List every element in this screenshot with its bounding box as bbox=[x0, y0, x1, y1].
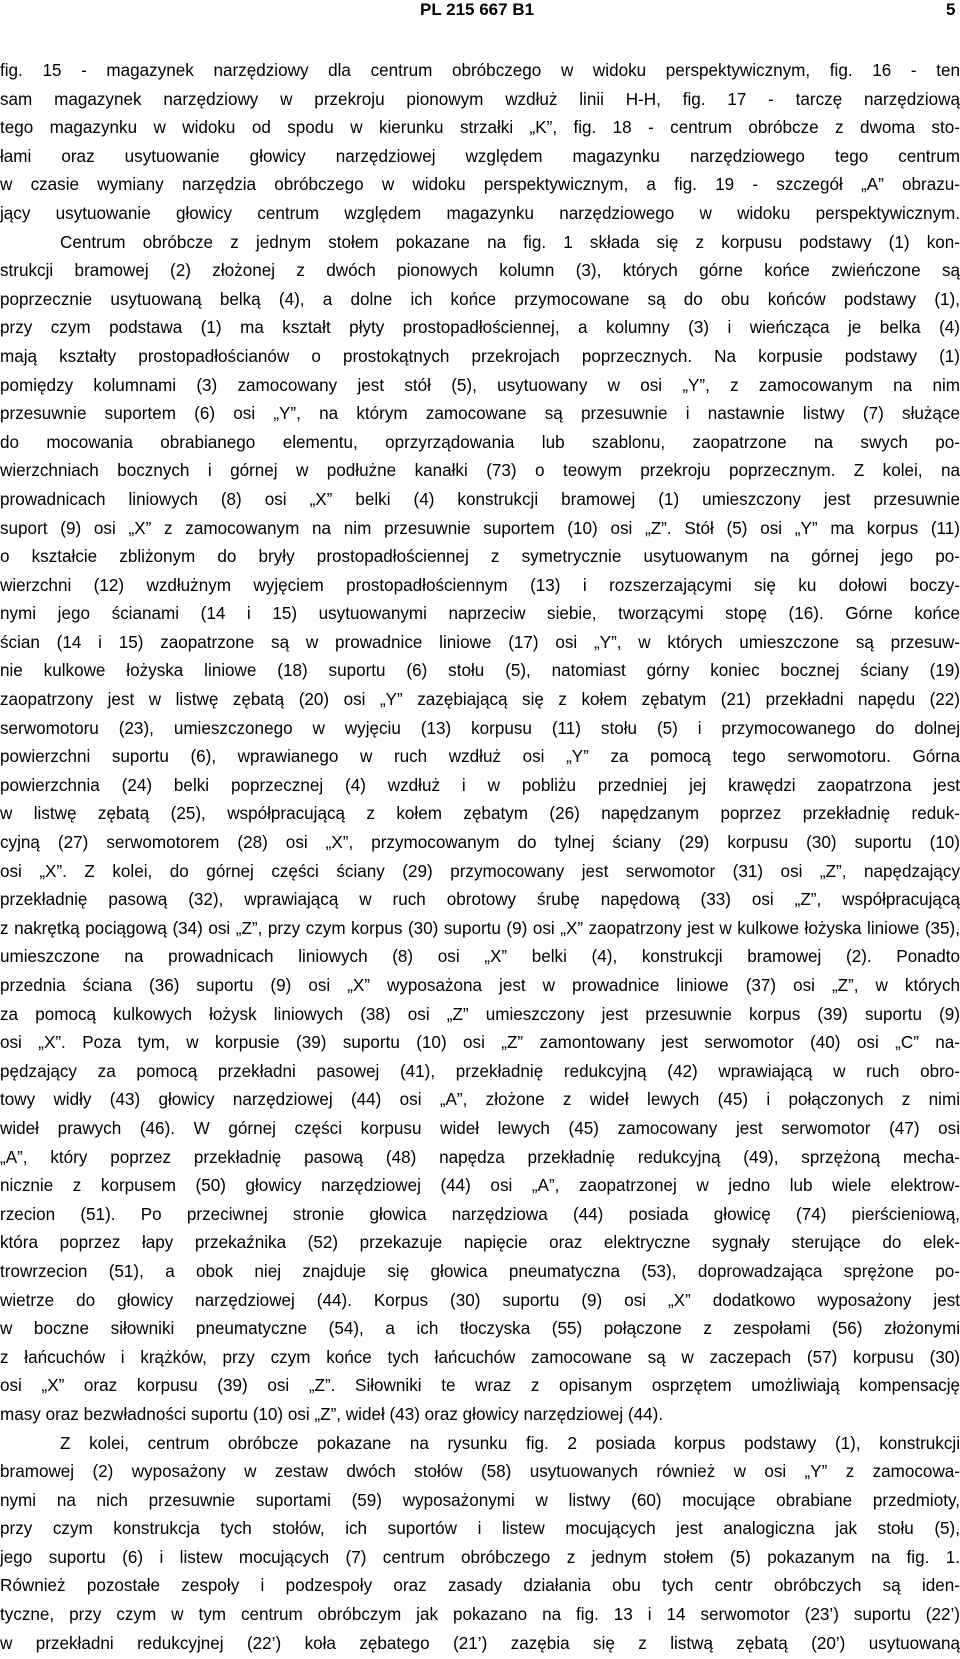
text-line: poprzecznie usytuowaną belką (4), a dolne ich końce przymocowane są do obu końców podstawy (1), bbox=[0, 289, 960, 309]
text-line: z nakrętką pociągową (34) osi „Z”, przy czym korpus (30) suportu (9) osi „X” zaopatrzony jest w kulkowe łożyska liniowe (35), bbox=[0, 918, 960, 938]
text-line: wierzchniach bocznych i górnej w podłużne kanałki (73) o teowym przekroju poprzecznym. Z kolei, na bbox=[0, 461, 960, 481]
text-line: łami oraz usytuowanie głowicy narzędziowej względem magazynku narzędziowego tego centrum bbox=[0, 146, 960, 166]
text-line: jego suportu (6) i listew mocujących (7) centrum obróbczego z jednym stołem (5) pokazanym na fig. 1. bbox=[0, 1547, 960, 1567]
text-line: przy czym podstawa (1) ma kształt płyty prostopadłościennej, a kolumny (3) i wieńcząca je belka (4) bbox=[0, 318, 960, 338]
text-line: do mocowania obrabianego elementu, oprzyrządowania lub szablonu, zaopatrzone na swych po- bbox=[0, 432, 960, 452]
page-number: 5 bbox=[946, 0, 956, 19]
text-line: fig. 15 - magazynek narzędziowy dla centrum obróbczego w widoku perspektywicznym, fig. 16 - ten bbox=[0, 61, 960, 80]
text-line: serwomotoru (23), umieszczonego w wyjęciu (13) korpusu (11) stołu (5) i przymocowanego do dolnej bbox=[0, 718, 960, 738]
text-line: powierzchni suportu (6), wprawianego w ruch wzdłuż osi „Y” za pomocą tego serwomotoru. Górna bbox=[0, 747, 960, 767]
text-line: o kształcie zbliżonym do bryły prostopadłościennej z symetrycznie usytuowanym na górnej jego po- bbox=[0, 547, 960, 567]
text-line: strukcji bramowej (2) złożonej z dwóch pionowych kolumn (3), których górne końce zwieńczone są bbox=[0, 261, 960, 281]
text-line: umieszczone na prowadnicach liniowych (8) osi „X” belki (4), konstrukcji bramowej (2). Ponadto bbox=[0, 947, 960, 967]
text-line: Również pozostałe zespoły i podzespoły oraz zasady działania obu tych centr obróbczych są iden- bbox=[0, 1576, 960, 1596]
body-text bbox=[0, 58, 960, 1659]
text-line: pędzający za pomocą przekładni pasowej (41), przekładnię redukcyjną (42) wprawiającą w ruch obro- bbox=[0, 1061, 960, 1081]
text-line: bramowej (2) wyposażony w zestaw dwóch stołów (58) usytuowanych również w osi „Y” z zamocowa- bbox=[0, 1462, 960, 1482]
text-line: sam magazynek narzędziowy w przekroju pionowym wzdłuż linii H-H, fig. 17 - tarczę narzędziową bbox=[0, 89, 960, 109]
text-line: osi „X”. Poza tym, w korpusie (39) suportu (10) osi „Z” zamontowany jest serwomotor (40) osi „C” na- bbox=[0, 1033, 960, 1053]
text-line: przednia ściana (36) suportu (9) osi „X” wyposażona jest w prowadnice liniowe (37) osi „Z”, w których bbox=[0, 976, 960, 995]
text-line: w listwę zębatą (25), współpracującą z kołem zębatym (26) napędzanym poprzez przekładnię reduk- bbox=[0, 804, 960, 824]
text-line: „A”, który poprzez przekładnię pasową (48) napędza przekładnię redukcyjną (49), sprzężoną mecha- bbox=[0, 1147, 960, 1167]
text-line: w przekładni redukcyjnej (22’) koła zębatego (21’) zazębia się z listwą zębatą (20’) usytuowaną bbox=[0, 1633, 960, 1653]
text-line: osi „X”. Z kolei, do górnej części ściany (29) przymocowany jest serwomotor (31) osi „Z”, napędzający bbox=[0, 861, 960, 881]
text-line: która poprzez łapy przekaźnika (52) przekazuje napięcie oraz elektryczne sygnały sterujące do elek- bbox=[0, 1233, 960, 1253]
text-line: wideł prawych (46). W górnej części korpusu wideł lewych (45) zamocowany jest serwomotor (47) osi bbox=[0, 1118, 960, 1138]
text-line: zaopatrzony jest w listwę zębatą (20) osi „Y” zazębiającą się z kołem zębatym (21) przekładni napędu (22) bbox=[0, 690, 960, 710]
text-line: wierzchni (12) wzdłużnym wyjęciem prostopadłościennym (13) i rozszerzającymi się ku dołowi boczy- bbox=[0, 575, 960, 595]
text-line: towy widły (43) głowicy narzędziowej (44) osi „A”, złożone z wideł lewych (45) i połączonych z nimi bbox=[0, 1090, 960, 1110]
text-line: masy oraz bezwładności suportu (10) osi „Z”, wideł (43) oraz głowicy narzędziowej (44). bbox=[0, 1404, 664, 1424]
text-line: mają kształty prostopadłościanów o prostokątnych przekrojach poprzecznych. Na korpusie podstawy (1) bbox=[0, 346, 960, 366]
text-line: prowadnicach liniowych (8) osi „X” belki (4) konstrukcji bramowej (1) umieszczony jest przesuwnie bbox=[0, 489, 960, 509]
text-line: Z kolei, centrum obróbcze pokazane na rysunku fig. 2 posiada korpus podstawy (1), konstrukcji bbox=[60, 1433, 960, 1453]
text-line: wietrze do głowicy narzędziowej (44). Korpus (30) suportu (9) osi „X” dodatkowo wyposażony jest bbox=[0, 1290, 960, 1310]
text-line: jący usytuowanie głowicy centrum względem magazynku narzędziowego w widoku perspektywicznym. bbox=[0, 203, 960, 223]
text-line: nymi na nich przesuwnie suportami (59) wyposażonymi w listwy (60) mocujące obrabiane przedmioty, bbox=[0, 1490, 960, 1510]
text-line: ścian (14 i 15) zaopatrzone są w prowadnice liniowe (17) osi „Y”, w których umieszczone są przesuw- bbox=[0, 632, 960, 652]
text-line: za pomocą kulkowych łożysk liniowych (38) osi „Z” umieszczony jest przesuwnie korpus (39) suportu (9) bbox=[0, 1004, 960, 1024]
text-line: w boczne siłowniki pneumatyczne (54), a ich tłoczyska (55) połączone z zespołami (56) złożonymi bbox=[0, 1319, 960, 1339]
text-line: w czasie wymiany narzędzia obróbczego w widoku perspektywicznym, a fig. 19 - szczegół „A” obrazu- bbox=[0, 175, 960, 195]
text-line: cyjną (27) serwomotorem (28) osi „X”, przymocowanym do tylnej ściany (29) korpusu (30) suportu (10) bbox=[0, 833, 960, 853]
text-line: suport (9) osi „X” z zamocowanym na nim przesuwnie suportem (10) osi „Z”. Stół (5) osi „Y” ma korpus (11) bbox=[0, 518, 960, 538]
text-line: rzecion (51). Po przeciwnej stronie głowica narzędziowa (44) posiada głowicę (74) pierścieniową, bbox=[0, 1204, 960, 1224]
text-line: osi „X” oraz korpusu (39) osi „Z”. Siłowniki te wraz z opisanym osprzętem umożliwiają kompensację bbox=[0, 1376, 960, 1396]
text-line: tego magazynku w widoku od spodu w kierunku strzałki „K”, fig. 18 - centrum obróbcze z dwoma sto- bbox=[0, 118, 960, 138]
text-line: nie kulkowe łożyska liniowe (18) suportu (6) stołu (5), natomiast górny koniec bocznej ściany (19) bbox=[0, 661, 960, 681]
text-line: nicznie z korpusem (50) głowicy narzędziowej (44) osi „A”, zaopatrzonej w jedno lub wiele elektrow- bbox=[0, 1176, 960, 1196]
text-line: nymi jego ścianami (14 i 15) usytuowanymi naprzeciw siebie, tworzącymi stopę (16). Górne końce bbox=[0, 604, 960, 624]
text-line: powierzchnia (24) belki poprzecznej (4) wzdłuż i w pobliżu przedniej jej krawędzi zaopatrzona jest bbox=[0, 775, 960, 795]
text-line: Centrum obróbcze z jednym stołem pokazane na fig. 1 składa się z korpusu podstawy (1) kon- bbox=[60, 232, 960, 252]
patent-number: PL 215 667 B1 bbox=[420, 0, 535, 19]
text-line: przesuwnie suportem (6) osi „Y”, na którym zamocowane są przesuwnie i nastawnie listwy (7) służące bbox=[0, 404, 960, 424]
text-line: trowrzecion (51), a obok niej znajduje się głowica pneumatyczna (53), doprowadzająca sprężone po- bbox=[0, 1261, 960, 1281]
text-line: przekładnię pasową (32), wprawiającą w ruch obrotowy śrubę napędową (33) osi „Z”, współpracującą bbox=[0, 890, 960, 910]
text-line: z łańcuchów i krążków, przy czym końce tych łańcuchów zamocowane są w zaczepach (57) korpusu (30) bbox=[0, 1347, 960, 1367]
text-line: pomiędzy kolumnami (3) zamocowany jest stół (5), usytuowany w osi „Y”, z zamocowanym na nim bbox=[0, 375, 960, 395]
text-line: przy czym konstrukcja tych stołów, ich suportów i listew mocujących jest analogiczna jak stołu (5), bbox=[0, 1519, 960, 1539]
text-line: tyczne, przy czym w tym centrum obróbczym jak pokazano na fig. 13 i 14 serwomotor (23’) suportu (22’) bbox=[0, 1605, 960, 1625]
